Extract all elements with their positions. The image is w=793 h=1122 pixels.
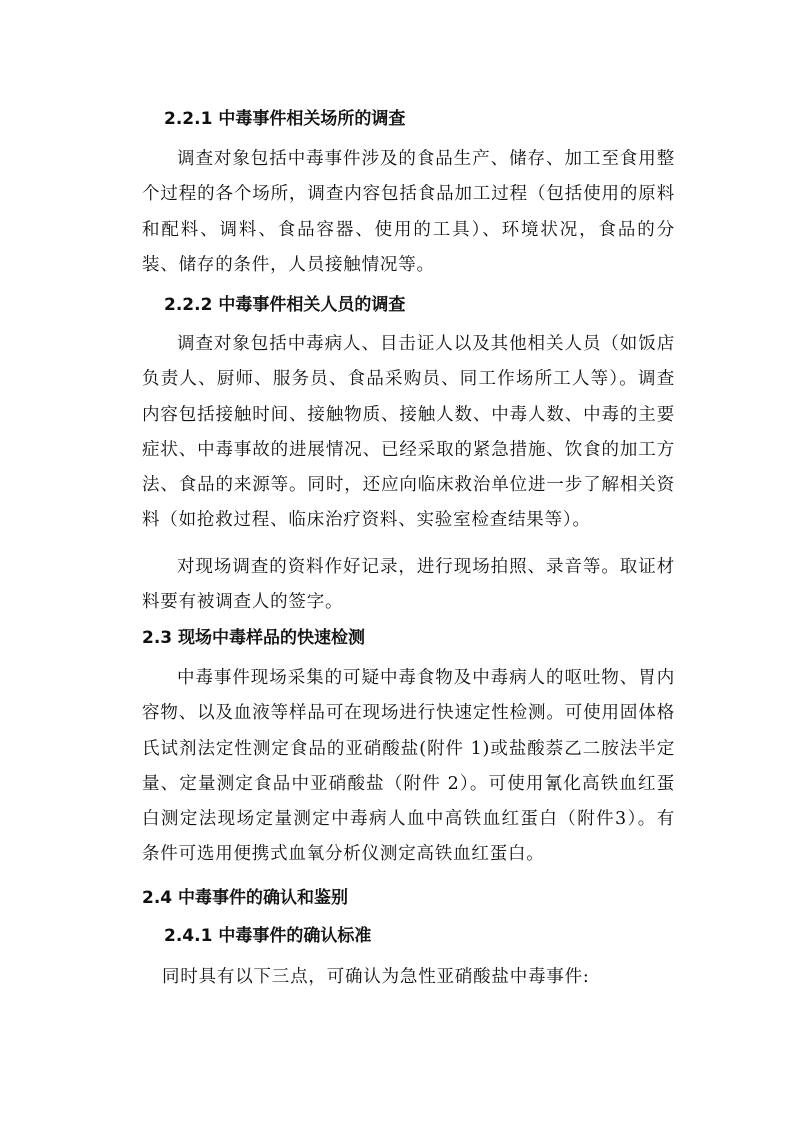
heading-2-3: 2.3 现场中毒样品的快速检测: [142, 628, 366, 648]
paragraph-rapid-test: 中毒事件现场采集的可疑中毒食物及中毒病人的呕吐物、胃内容物、以及血液等样品可在现场进行快速定性检测。可使用固体格氏试剂法定性测定食品的亚硝酸盐(附件 1)或盐酸萘乙二胺法半定量、定量测定食品中亚硝酸盐（附件 2）。可使用氰化高铁血红蛋白测定法现场定量测定中毒病人血中高铁血红蛋白（附件3）。有条件可选用便携式血氧分析仪测定高铁血红蛋白。: [142, 668, 675, 865]
paragraph-confirmation-criteria: 同时具有以下三点，可确认为急性亚硝酸盐中毒事件:: [162, 967, 590, 987]
heading-2-2-1: 2.2.1 中毒事件相关场所的调查: [164, 109, 406, 129]
heading-2-2-2: 2.2.2 中毒事件相关人员的调查: [164, 295, 406, 315]
heading-2-4: 2.4 中毒事件的确认和鉴别: [142, 888, 349, 908]
paragraph-records: 对现场调查的资料作好记录，进行现场拍照、录音等。取证材料要有被调查人的签字。: [142, 557, 675, 613]
paragraph-site-investigation: 调查对象包括中毒事件涉及的食品生产、储存、加工至食用整个过程的各个场所，调查内容包括食品加工过程（包括使用的原料和配料、调料、食品容器、使用的工具）、环境状况，食品的分装、储存的条件，人员接触情况等。: [142, 149, 675, 275]
heading-2-4-1: 2.4.1 中毒事件的确认标准: [164, 926, 372, 946]
paragraph-personnel-investigation: 调查对象包括中毒病人、目击证人以及其他相关人员（如饭店负责人、厨师、服务员、食品采购员、同工作场所工人等）。调查内容包括接触时间、接触物质、接触人数、中毒人数、中毒的主要症状、中毒事故的进展情况、已经采取的紧急措施、饮食的加工方法、食品的来源等。同时，还应向临床救治单位进一步了解相关资料（如抢救过程、临床治疗资料、实验室检查结果等）。: [142, 334, 675, 531]
